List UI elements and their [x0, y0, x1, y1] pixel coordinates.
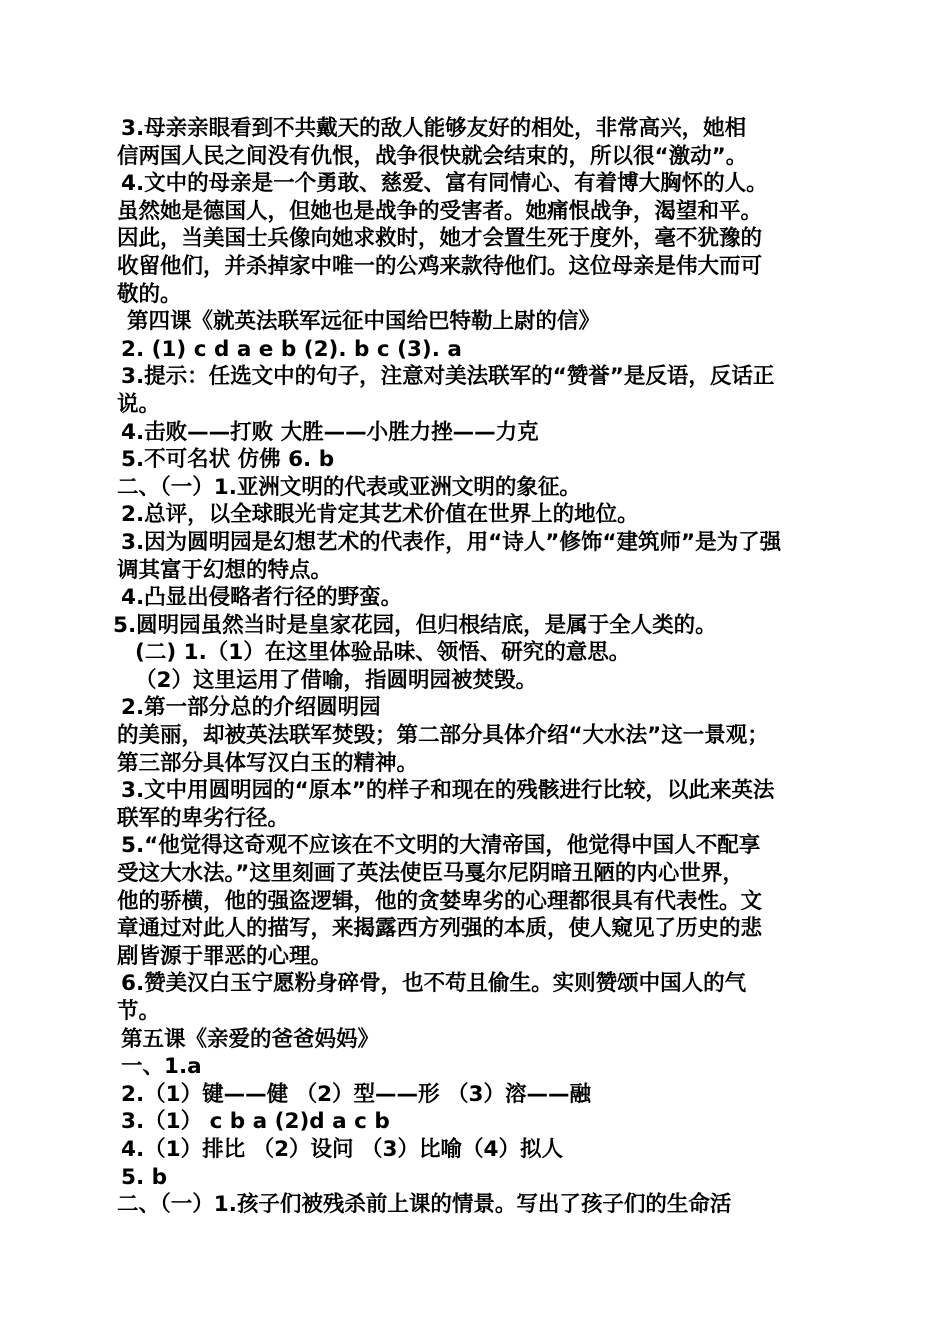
text-line: 一、1.a: [121, 1054, 202, 1080]
document-page: [113, 115, 847, 1219]
text-line: 5.圆明园虽然当时是皇家花园，但归根结底，是属于全人类的。: [113, 612, 717, 638]
text-line: 联军的卑劣行径。: [117, 805, 290, 831]
section-heading: 二、（一）1.亚洲文明的代表或亚洲文明的象征。: [117, 474, 581, 500]
text-line: 4.（1）排比 （2）设问 （3）比喻（4）拟人: [121, 1136, 563, 1162]
text-line: 3.提示：任选文中的句子，注意对美法联军的“赞誉”是反语，反话正: [121, 364, 775, 390]
text-line: 2.第一部分总的介绍圆明园: [121, 695, 381, 721]
text-line: 的美丽，却被英法联军焚毁；第二部分具体介绍“大水法”这一景观；: [117, 723, 769, 749]
text-line: 3.母亲亲眼看到不共戴天的敌人能够友好的相处，非常高兴，她相: [121, 116, 747, 141]
text-line: 2.总评，以全球眼光肯定其艺术价值在世界上的地位。: [121, 502, 639, 528]
text-line: 说。: [117, 391, 161, 417]
text-line: 因此，当美国士兵像向她求救时，她才会置生死于度外，毫不犹豫的: [117, 226, 763, 252]
text-line: 节。: [117, 999, 161, 1024]
text-line: 他的骄横，他的强盗逻辑，他的贪婪卑劣的心理都很具有代表性。文: [117, 888, 763, 914]
text-line: 3.因为圆明园是幻想艺术的代表作，用“诗人”修饰“建筑师”是为了强: [121, 529, 782, 555]
text-line: 5.不可名状 仿佛 6. b: [121, 447, 335, 473]
text-line: 3.文中用圆明园的“原本”的样子和现在的残骸进行比较，以此来英法: [121, 778, 775, 804]
text-line: 3.（1） c b a (2)d a c b: [121, 1109, 390, 1135]
text-line: 虽然她是德国人，但她也是战争的受害者。她痛恨战争，渴望和平。: [117, 198, 763, 224]
text-line: 调其富于幻想的特点。: [117, 557, 333, 583]
text-line: （2）这里运用了借喻，指圆明园被焚毁。: [135, 667, 537, 693]
text-line: 4.击败——打败 大胜——小胜力挫——力克: [121, 419, 539, 445]
text-line: 4.凸显出侵略者行径的野蛮。: [121, 585, 403, 611]
text-line: 敬的。: [117, 281, 182, 307]
text-line: 4.文中的母亲是一个勇敢、慈爱、富有同情心、有着博大胸怀的人。: [121, 171, 768, 197]
lesson-heading: 第四课《就英法联军远征中国给巴特勒上尉的信》: [127, 309, 601, 335]
text-line: (二) 1.（1）在这里体验品味、领悟、研究的意思。: [135, 640, 631, 666]
text-line: 第三部分具体写汉白玉的精神。: [117, 750, 419, 776]
text-line: 剧皆源于罪恶的心理。: [117, 943, 333, 969]
text-line: 5. b: [121, 1164, 168, 1190]
lesson-heading: 第五课《亲爱的爸爸妈妈》: [121, 1026, 380, 1052]
text-line: 章通过对此人的描写，来揭露西方列强的本质，使人窥见了历史的悲: [117, 916, 763, 942]
text-line: 2. (1) c d a e b (2). b c (3). a: [121, 336, 462, 362]
text-line: 2.（1）键——健 （2）型——形 （3）溶——融: [121, 1081, 591, 1107]
section-heading: 二、（一）1.孩子们被残杀前上课的情景。写出了孩子们的生命活: [117, 1192, 732, 1218]
text-line: 信两国人民之间没有仇恨，战争很快就会结束的，所以很“激动”。: [117, 143, 748, 169]
text-line: 5.“他觉得这奇观不应该在不文明的大清帝国，他觉得中国人不配享: [121, 833, 761, 859]
text-line: 收留他们，并杀掉家中唯一的公鸡来款待他们。这位母亲是伟大而可: [117, 253, 763, 279]
text-line: 受这大水法。”这里刻画了英法使臣马戛尔尼阴暗丑陋的内心世界，: [117, 861, 744, 887]
text-line: 6.赞美汉白玉宁愿粉身碎骨，也不苟且偷生。实则赞颂中国人的气: [121, 971, 747, 997]
